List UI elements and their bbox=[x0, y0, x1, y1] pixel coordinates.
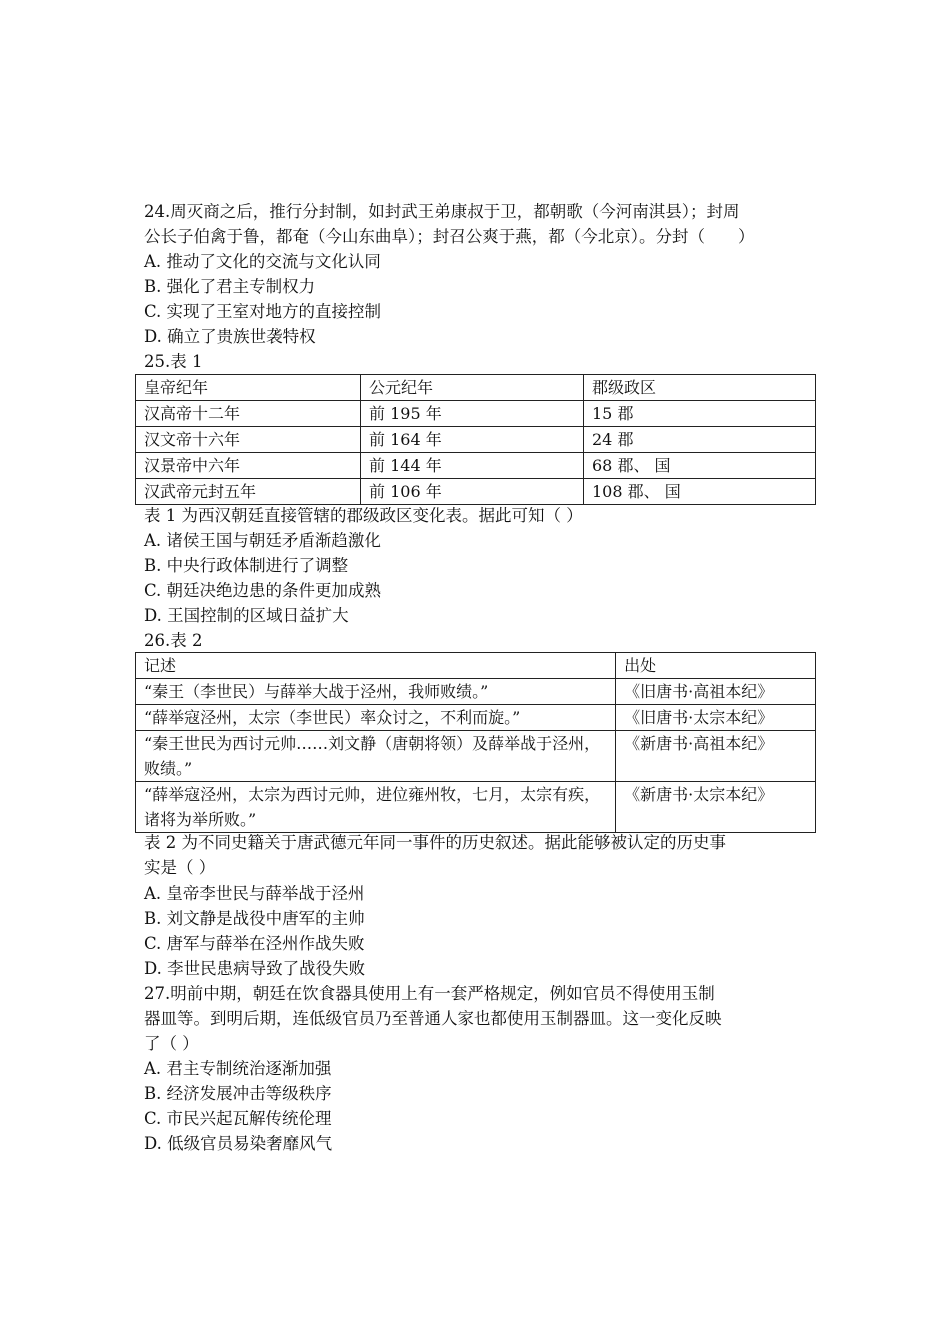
table-cell: “薛举寇泾州，太宗为西讨元帅，进位雍州牧，七月，太宗有疾，诸将为举所败。” bbox=[136, 782, 616, 833]
q25-option-a: A. 诸侯王国与朝廷矛盾渐趋激化 bbox=[144, 531, 381, 550]
table-cell: 汉高帝十二年 bbox=[136, 401, 361, 427]
table-header-cell: 出处 bbox=[616, 653, 816, 679]
table-header-cell: 记述 bbox=[136, 653, 616, 679]
q26-label: 26.表 2 bbox=[144, 631, 203, 650]
table-cell: 《新唐书·太宗本纪》 bbox=[616, 782, 816, 833]
q27-stem-line3: 了（ ） bbox=[144, 1034, 199, 1053]
table-row bbox=[136, 479, 816, 505]
q26-stem-line2: 实是（ ） bbox=[144, 858, 216, 877]
table-header-cell: 公元纪年 bbox=[361, 375, 584, 401]
q25-option-c: C. 朝廷决绝边患的条件更加成熟 bbox=[144, 581, 382, 600]
q25-label: 25.表 1 bbox=[144, 352, 203, 371]
table-header-cell: 皇帝纪年 bbox=[136, 375, 361, 401]
q27-stem-line1: 27.明前中期，朝廷在饮食器具使用上有一套严格规定，例如官员不得使用玉制 bbox=[144, 984, 715, 1003]
table-cell: 《旧唐书·太宗本纪》 bbox=[616, 705, 816, 731]
q26-stem-line1: 表 2 为不同史籍关于唐武德元年同一事件的历史叙述。据此能够被认定的历史事 bbox=[144, 833, 726, 852]
table-cell: 《新唐书·高祖本纪》 bbox=[616, 731, 816, 782]
table-cell: 前 144 年 bbox=[361, 453, 584, 479]
q24-option-d: D. 确立了贵族世袭特权 bbox=[144, 327, 316, 346]
q24-option-a: A. 推动了文化的交流与文化认同 bbox=[144, 252, 381, 271]
table-row bbox=[136, 453, 816, 479]
table-cell: 24 郡 bbox=[584, 427, 816, 453]
table-cell: “薛举寇泾州，太宗（李世民）率众讨之，不利而旋。” bbox=[136, 705, 616, 731]
q24-option-c: C. 实现了王室对地方的直接控制 bbox=[144, 302, 382, 321]
q27-option-a: A. 君主专制统治逐渐加强 bbox=[144, 1059, 332, 1078]
table-cell: 108 郡、 国 bbox=[584, 479, 816, 505]
q24-option-b: B. 强化了君主专制权力 bbox=[144, 277, 316, 296]
q27-option-c: C. 市民兴起瓦解传统伦理 bbox=[144, 1109, 332, 1128]
table-cell: “秦王世民为西讨元帅……刘文静（唐朝将领）及薛举战于泾州，败绩。” bbox=[136, 731, 616, 782]
table-cell: 汉景帝中六年 bbox=[136, 453, 361, 479]
table-cell: 前 164 年 bbox=[361, 427, 584, 453]
table-header-cell: 郡级政区 bbox=[584, 375, 816, 401]
q25-table bbox=[135, 374, 816, 505]
table-cell: 15 郡 bbox=[584, 401, 816, 427]
q26-option-c: C. 唐军与薛举在泾州作战失败 bbox=[144, 934, 365, 953]
table-header-row bbox=[136, 375, 816, 401]
q26-option-a: A. 皇帝李世民与薛举战于泾州 bbox=[144, 884, 365, 903]
q27-option-d: D. 低级官员易染奢靡风气 bbox=[144, 1134, 333, 1153]
q24-stem-line2: 公长子伯禽于鲁，都奄（今山东曲阜）；封召公爽于燕，都（今北京）。分封（ ） bbox=[144, 227, 755, 246]
table-cell: 汉武帝元封五年 bbox=[136, 479, 361, 505]
q27-stem-line2: 器皿等。到明后期，连低级官员乃至普通人家也都使用玉制器皿。这一变化反映 bbox=[144, 1009, 722, 1028]
q25-stem: 表 1 为西汉朝廷直接管辖的郡级政区变化表。据此可知（ ） bbox=[144, 506, 583, 525]
table-header-row bbox=[136, 653, 816, 679]
table-cell: “秦王（李世民）与薛举大战于泾州，我师败绩。” bbox=[136, 679, 616, 705]
table-row bbox=[136, 427, 816, 453]
q27-option-b: B. 经济发展冲击等级秩序 bbox=[144, 1084, 332, 1103]
table-row bbox=[136, 401, 816, 427]
table-row bbox=[136, 679, 816, 705]
q25-option-d: D. 王国控制的区域日益扩大 bbox=[144, 606, 349, 625]
q24-stem-line1: 24.周灭商之后，推行分封制，如封武王弟康叔于卫，都朝歌（今河南淇县）；封周 bbox=[144, 202, 740, 221]
table-cell: 汉文帝十六年 bbox=[136, 427, 361, 453]
table-row bbox=[136, 705, 816, 731]
table-cell: 68 郡、 国 bbox=[584, 453, 816, 479]
q26-option-d: D. 李世民患病导致了战役失败 bbox=[144, 959, 366, 978]
q26-option-b: B. 刘文静是战役中唐军的主帅 bbox=[144, 909, 365, 928]
q25-option-b: B. 中央行政体制进行了调整 bbox=[144, 556, 349, 575]
table-cell: 前 195 年 bbox=[361, 401, 584, 427]
table-row bbox=[136, 782, 816, 833]
table-row bbox=[136, 731, 816, 782]
table-cell: 前 106 年 bbox=[361, 479, 584, 505]
q26-table bbox=[135, 652, 816, 833]
table-cell: 《旧唐书·高祖本纪》 bbox=[616, 679, 816, 705]
